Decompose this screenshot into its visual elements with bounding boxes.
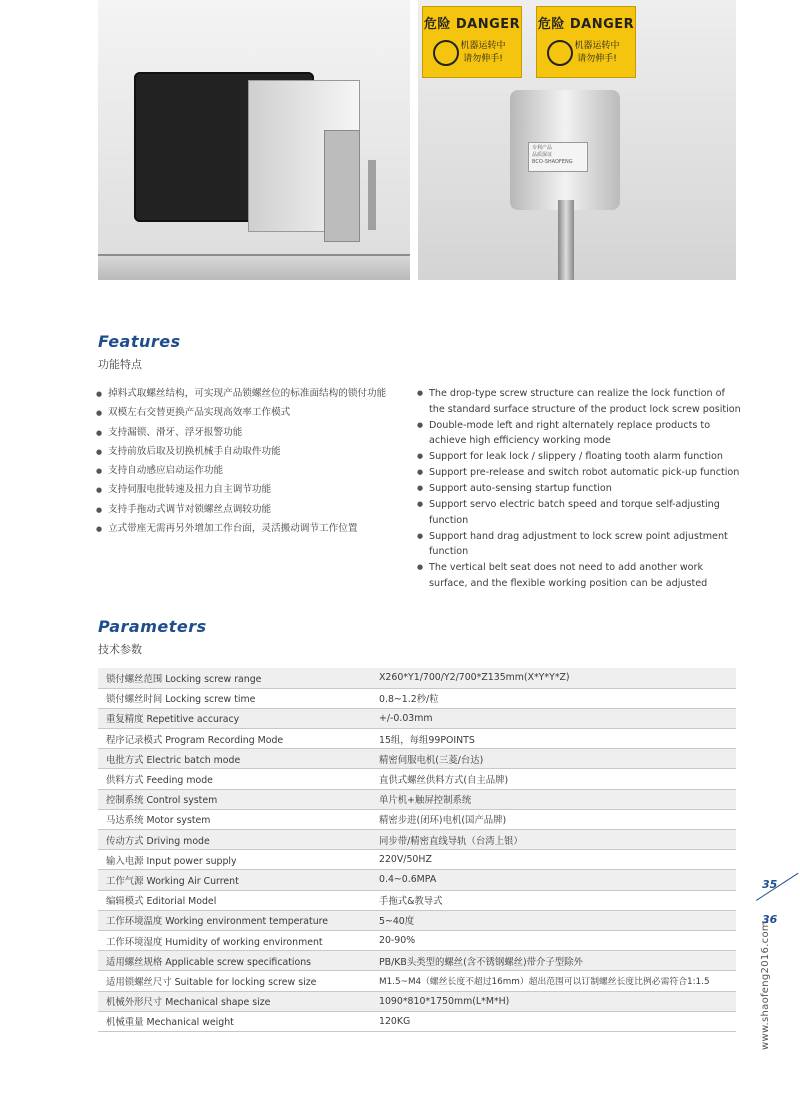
param-value: 20-90% — [371, 930, 736, 950]
no-hands-icon — [547, 40, 573, 66]
param-name: 工作气源 Working Air Current — [98, 870, 371, 890]
param-value: 单片机+触屏控制系统 — [371, 789, 736, 809]
features-subtitle: 功能特点 — [98, 358, 142, 371]
param-value: 220V/50HZ — [371, 850, 736, 870]
feature-item: ● 支持前放后取及切换机械手自动取件功能 — [96, 444, 396, 460]
param-value: 1090*810*1750mm(L*M*H) — [371, 991, 736, 1011]
parameters-table — [98, 668, 736, 1032]
table-row — [98, 890, 736, 910]
param-name: 传动方式 Driving mode — [98, 830, 371, 850]
param-value: 精密伺服电机(三菱/台达) — [371, 749, 736, 769]
table-row — [98, 668, 736, 688]
parameters-title: Parameters — [98, 617, 207, 636]
param-value: 0.4~0.6MPA — [371, 870, 736, 890]
param-name: 程序记录模式 Program Recording Mode — [98, 729, 371, 749]
table-row — [98, 991, 736, 1011]
param-name: 机械重量 Mechanical weight — [98, 1011, 371, 1031]
param-name: 供料方式 Feeding mode — [98, 769, 371, 789]
feature-item: ● Support pre-release and switch robot automatic pick-up function — [417, 465, 743, 481]
feature-item: ● Support auto-sensing startup function — [417, 481, 743, 497]
param-value: +/-0.03mm — [371, 708, 736, 728]
danger-sign-line2: 请勿伸手! — [577, 54, 617, 64]
param-name: 锁付螺丝时间 Locking screw time — [98, 688, 371, 708]
param-name: 编辑模式 Editorial Model — [98, 890, 371, 910]
feature-item: ● 双模左右交替更换产品实现高效率工作模式 — [96, 405, 396, 421]
machine-base-rail — [98, 254, 410, 280]
param-name: 工作环境湿度 Humidity of working environment — [98, 930, 371, 950]
table-row — [98, 729, 736, 749]
features-title: Features — [98, 332, 181, 351]
product-photos — [98, 0, 736, 280]
feature-item: ● The vertical belt seat does not need to add another work surface, and the flexible working position can be adjusted — [417, 560, 743, 591]
table-row — [98, 870, 736, 890]
page-number-right: 36 — [762, 913, 778, 926]
param-value: 15组，每组99POINTS — [371, 729, 736, 749]
spindle-label-plate — [528, 142, 588, 172]
param-value: PB/KB头类型的螺丝(含不锈钢螺丝)带介子型除外 — [371, 951, 736, 971]
param-name: 电批方式 Electric batch mode — [98, 749, 371, 769]
feature-item: ● 支持漏锁、滑牙、浮牙报警功能 — [96, 425, 396, 441]
feature-item: ● Support for leak lock / slippery / floating tooth alarm function — [417, 449, 743, 465]
spindle-photo — [418, 0, 736, 280]
features-list-english — [417, 386, 743, 592]
param-value: M1.5~M4（螺丝长度不超过16mm）超出范围可以订制螺丝长度比例必需符合1:1.5 — [371, 971, 736, 991]
param-name: 机械外形尺寸 Mechanical shape size — [98, 991, 371, 1011]
features-list-chinese — [96, 386, 396, 540]
feature-item: ● Double-mode left and right alternately replace products to achieve high efficiency working mode — [417, 418, 743, 449]
param-value: 同步带/精密直线导轨（台湾上银） — [371, 830, 736, 850]
table-row — [98, 971, 736, 991]
feature-item: ● 掉料式取螺丝结构，可实现产品锁螺丝位的标准面结构的锁付功能 — [96, 386, 396, 402]
param-name: 控制系统 Control system — [98, 789, 371, 809]
param-value: 120KG — [371, 1011, 736, 1031]
danger-sign-line1: 机器运转中 — [574, 41, 620, 51]
feature-item: ● Support hand drag adjustment to lock screw point adjustment function — [417, 529, 743, 560]
danger-sign-line1: 机器运转中 — [460, 41, 506, 51]
feeder-rod — [368, 160, 376, 230]
no-hands-icon — [433, 40, 459, 66]
feature-item: ● The drop-type screw structure can realize the lock function of the standard surface structure of the product lock screw position — [417, 386, 743, 417]
label-plate-line: 专利产品 — [532, 145, 553, 151]
danger-sign-header: 危险 DANGER — [423, 17, 521, 32]
table-row — [98, 1011, 736, 1031]
table-row — [98, 769, 736, 789]
param-value: X260*Y1/700/Y2/700*Z135mm(X*Y*Y*Z) — [371, 668, 736, 688]
feature-item: ● 立式带座无需再另外增加工作台面，灵活搬动调节工作位置 — [96, 521, 396, 537]
screwdriver-spindle — [510, 90, 620, 210]
screw-feeder-photo — [98, 0, 410, 280]
feature-item: ● 支持自动感应启动运作功能 — [96, 463, 396, 479]
table-row — [98, 749, 736, 769]
feeder-bracket — [324, 130, 360, 242]
label-plate-line: BCO-SHAOFENG — [532, 159, 573, 165]
danger-sign-line2: 请勿伸手! — [463, 54, 503, 64]
feature-item: ● Support servo electric batch speed and torque self-adjusting function — [417, 497, 743, 528]
page-number-left: 35 — [762, 878, 778, 891]
param-name: 输入电源 Input power supply — [98, 850, 371, 870]
danger-sign-header: 危险 DANGER — [537, 17, 635, 32]
website-url: www.shaofeng2016.com — [760, 921, 771, 1050]
param-value: 5~40度 — [371, 910, 736, 930]
table-row — [98, 830, 736, 850]
param-name: 马达系统 Motor system — [98, 809, 371, 829]
danger-sign — [536, 6, 636, 78]
table-row — [98, 910, 736, 930]
table-row — [98, 930, 736, 950]
feature-item: ● 支持伺服电批转速及扭力自主调节功能 — [96, 482, 396, 498]
table-row — [98, 688, 736, 708]
label-plate-line: 品质保证 — [532, 152, 553, 158]
screwdriver-shaft — [558, 200, 574, 280]
param-value: 精密步进(闭环)电机(国产品牌) — [371, 809, 736, 829]
param-value: 直供式螺丝供料方式(自主品牌) — [371, 769, 736, 789]
table-row — [98, 809, 736, 829]
param-name: 工作环境温度 Working environment temperature — [98, 910, 371, 930]
feature-item: ● 支持手拖动式调节对锁螺丝点调较功能 — [96, 502, 396, 518]
param-name: 重复精度 Repetitive accuracy — [98, 708, 371, 728]
table-row — [98, 708, 736, 728]
param-value: 手拖式&教导式 — [371, 890, 736, 910]
table-row — [98, 850, 736, 870]
param-value: 0.8~1.2秒/粒 — [371, 688, 736, 708]
table-row — [98, 951, 736, 971]
param-name: 适用螺丝规格 Applicable screw specifications — [98, 951, 371, 971]
param-name: 适用锁螺丝尺寸 Suitable for locking screw size — [98, 971, 371, 991]
parameters-subtitle: 技术参数 — [98, 643, 142, 656]
param-name: 锁付螺丝范围 Locking screw range — [98, 668, 371, 688]
danger-sign — [422, 6, 522, 78]
table-row — [98, 789, 736, 809]
